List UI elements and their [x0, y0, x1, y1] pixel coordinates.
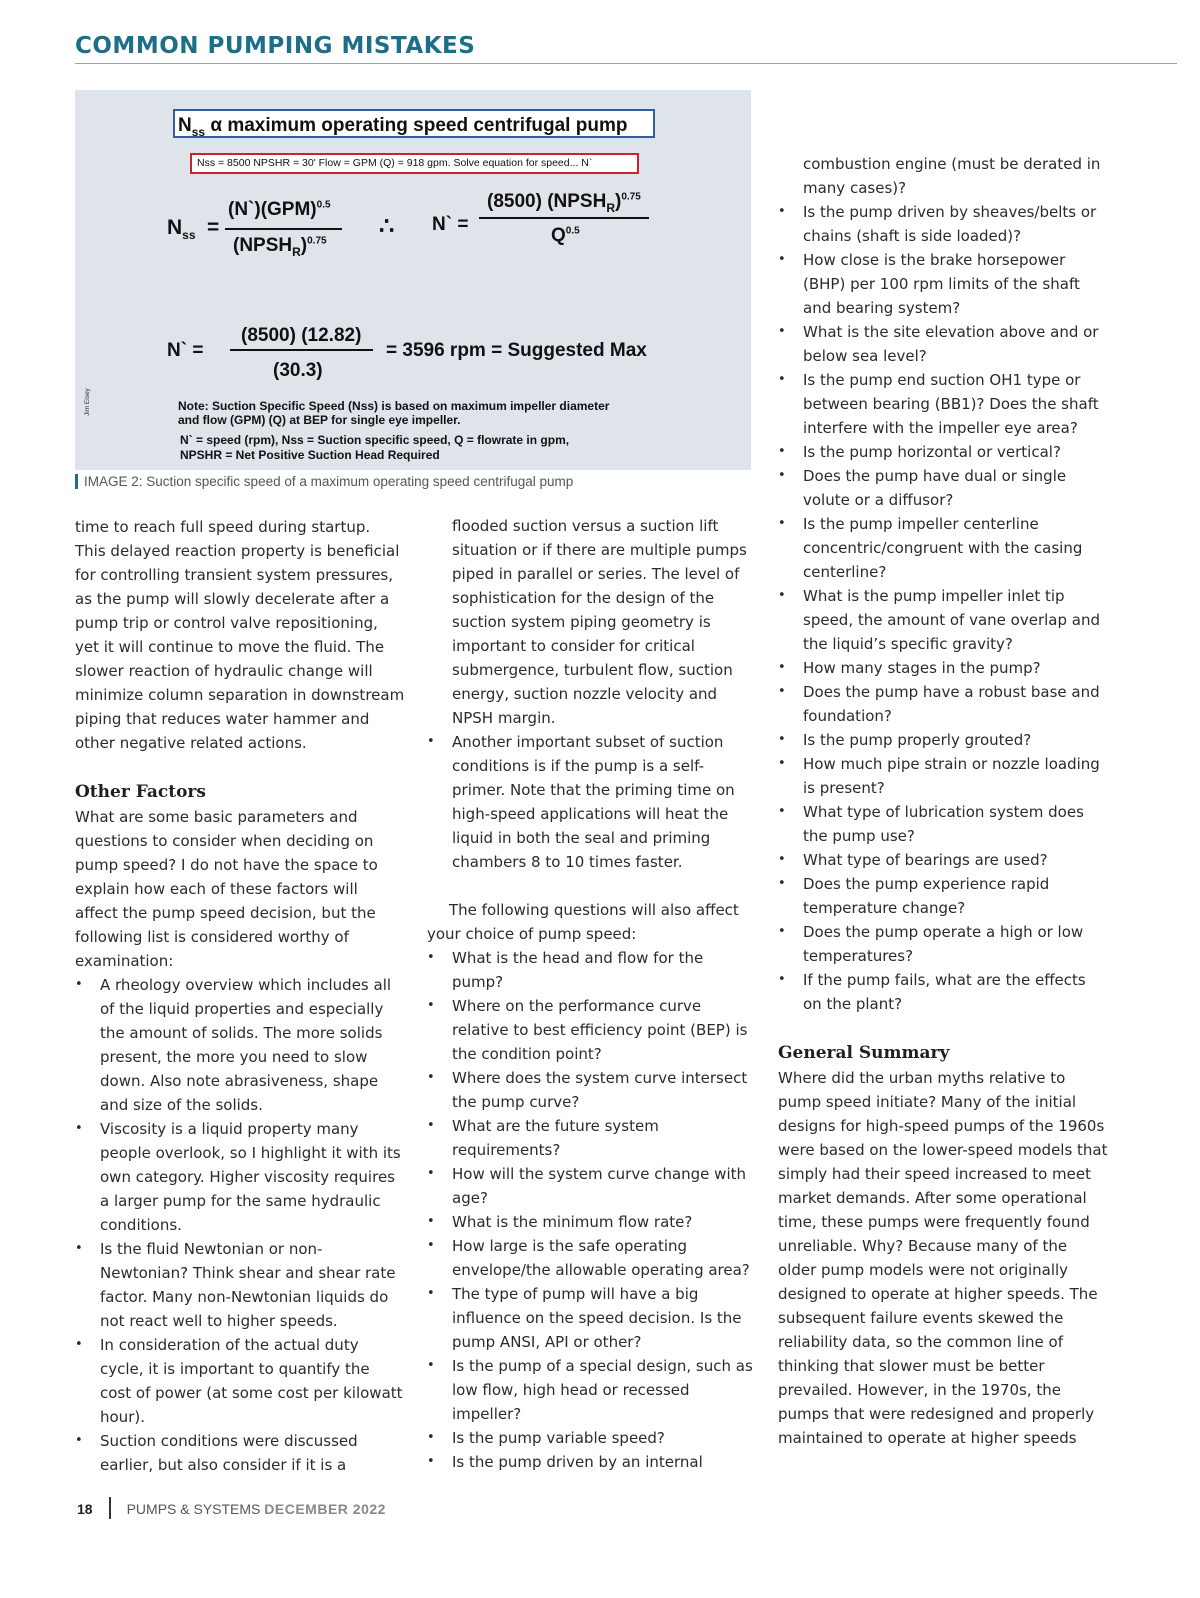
magazine-name: PUMPS & SYSTEMS [126, 1501, 261, 1517]
eq3-numerator: (8500) (12.82) [241, 325, 362, 346]
col3-bullet-list [778, 200, 1108, 1016]
page-footer [77, 1497, 386, 1519]
eq1-lhs: $N_{ss}$ [167, 216, 196, 243]
page-number: 18 [77, 1501, 93, 1517]
footer-divider [109, 1497, 111, 1519]
col2-bullet-list-a [427, 730, 757, 874]
col1-bullet-list [75, 973, 405, 1477]
equation-figure [75, 90, 751, 470]
figure-legend: N` = speed (rpm), Nss = Suction specific speed, Q = flowrate in gpm, NPSHR = Net Positive Suction Head Required [180, 433, 570, 462]
eq2-denominator: $Q^{0.5}$ [551, 225, 580, 246]
list-item: • Does the pump have a robust base and foundation? [778, 680, 1108, 728]
eq3-denominator: (30.3) [273, 360, 323, 381]
list-item: • Where on the performance curve relative to best efficiency point (BEP) is the condition point? [427, 994, 757, 1066]
therefore-symbol: ∴ [379, 213, 395, 240]
list-item: • Is the pump driven by an internal [427, 1450, 757, 1474]
list-item: • Where does the system curve intersect the pump curve? [427, 1066, 757, 1114]
list-item: • What are the future system requirements? [427, 1114, 757, 1162]
list-item: • Does the pump operate a high or low temperatures? [778, 920, 1108, 968]
eq3-fraction-line [230, 349, 373, 351]
col1-continuation: time to reach full speed during startup. This delayed reaction property is beneficial for controlling transient system pressures, as the pump will slowly decelerate after a pump trip or control valve repositioning, yet it will continue to move the fluid. The slower reaction of hydraulic change will minimize column separation in downstream piping that reduces water hammer and other negative related actions. [75, 518, 405, 752]
list-item: • Is the pump end suction OH1 type or between bearing (BB1)? Does the shaft interfere with the impeller eye area? [778, 368, 1108, 440]
list-item: • Viscosity is a liquid property many people overlook, so I highlight it with its own category. Higher viscosity requires a larger pump for the same hydraulic conditions. [75, 1117, 405, 1237]
list-item: • What is the pump impeller inlet tip speed, the amount of vane overlap and the liquid’s specific gravity? [778, 584, 1108, 656]
list-item: • Is the pump properly grouted? [778, 728, 1108, 752]
list-item: • Suction conditions were discussed earlier, but also consider if it is a [75, 1429, 405, 1477]
col2-bullet-list-b [427, 946, 757, 1474]
list-item: • Is the pump impeller centerline concentric/congruent with the casing centerline? [778, 512, 1108, 584]
column-1 [75, 515, 405, 1477]
eq3-lhs: N` = [167, 340, 204, 361]
col2-continuation: flooded suction versus a suction lift situation or if there are multiple pumps piped in parallel or series. The level of sophistication for the design of the suction system piping geometry is important to consider for critical submergence, turbulent flow, suction energy, suction nozzle velocity and NPSH margin. [452, 517, 747, 727]
header-rule [75, 63, 1177, 64]
list-item: • What type of bearings are used? [778, 848, 1108, 872]
list-item: • Does the pump have dual or single volute or a diffusor? [778, 464, 1108, 512]
issue-date: DECEMBER 2022 [264, 1501, 386, 1517]
given-values: Nss = 8500 NPSHR = 30' Flow = GPM (Q) = 918 gpm. Solve equation for speed... N` [190, 153, 639, 174]
list-item: • A rheology overview which includes all of the liquid properties and especially the amount of solids. The more solids present, the more you need to slow down. Also note abrasiveness, shape and size of the solids. [75, 973, 405, 1117]
list-item: • What type of lubrication system does the pump use? [778, 800, 1108, 848]
list-item: • What is the head and flow for the pump? [427, 946, 757, 994]
list-item: • Is the pump variable speed? [427, 1426, 757, 1450]
figure-note: Note: Suction Specific Speed (Nss) is based on maximum impeller diameter and flow (GPM) (Q) at BEP for single eye impeller. [178, 399, 610, 427]
col1-intro: What are some basic parameters and questions to consider when deciding on pump speed? I do not have the space to explain how each of these factors will affect the pump speed decision, but the following list is considered worthy of examination: [75, 808, 378, 970]
section-header: COMMON PUMPING MISTAKES [75, 33, 476, 59]
caption-bar [75, 474, 78, 489]
figure-title: $N_{ss}$ α maximum operating speed centrifugal pump [173, 109, 655, 138]
column-2 [427, 514, 757, 1474]
heading-general-summary: General Summary [778, 1043, 950, 1063]
list-item: • How many stages in the pump? [778, 656, 1108, 680]
eq1-denominator: $(NPSH_R)^{0.75}$ [233, 235, 327, 259]
list-item: • Another important subset of suction conditions is if the pump is a self-primer. Note that the priming time on high-speed applications will heat the liquid in both the seal and priming chambers 8 to 10 times faster. [427, 730, 757, 874]
list-item: • Is the pump horizontal or vertical? [778, 440, 1108, 464]
list-item: • How much pipe strain or nozzle loading is present? [778, 752, 1108, 800]
eq3-result: = 3596 rpm = Suggested Max [386, 340, 647, 361]
col2-intro: The following questions will also affect your choice of pump speed: [427, 901, 739, 943]
eq1-numerator: (N`)(GPM)$^{0.5}$ [228, 199, 331, 220]
photo-credit: Jim Elsey [84, 388, 91, 416]
list-item: • How large is the safe operating envelope/the allowable operating area? [427, 1234, 757, 1282]
list-item: • How close is the brake horsepower (BHP) per 100 rpm limits of the shaft and bearing system? [778, 248, 1108, 320]
list-item: • Is the fluid Newtonian or non-Newtonian? Think shear and shear rate factor. Many non-Newtonian liquids do not react well to higher speeds. [75, 1237, 405, 1333]
list-item: • In consideration of the actual duty cycle, it is important to quantify the cost of power (at some cost per kilowatt hour). [75, 1333, 405, 1429]
eq1-fraction-line [225, 228, 342, 230]
figure-caption: IMAGE 2: Suction specific speed of a maximum operating speed centrifugal pump [75, 474, 751, 489]
list-item: • How will the system curve change with age? [427, 1162, 757, 1210]
eq2-fraction-line [479, 217, 649, 219]
list-item: • What is the site elevation above and or below sea level? [778, 320, 1108, 368]
heading-other-factors: Other Factors [75, 782, 206, 802]
col3-summary: Where did the urban myths relative to pump speed initiate? Many of the initial designs for high-speed pumps of the 1960s were based on the lower-speed models that simply had their speed increased to meet market demands. After some operational time, these pumps were frequently found unreliable. Why? Because many of the older pump models were not originally designed to operate at higher speeds. The subsequent failure events skewed the reliability data, so the common line of thinking that slower must be better prevailed. However, in the 1970s, the pumps that were redesigned and properly maintained to operate at higher speeds [778, 1069, 1108, 1447]
eq2-numerator: (8500) $(NPSH_R)^{0.75}$ [487, 191, 641, 215]
list-item: • Is the pump driven by sheaves/belts or chains (shaft is side loaded)? [778, 200, 1108, 248]
col3-continuation: combustion engine (must be derated in many cases)? [803, 155, 1101, 197]
eq2-lhs: N` = [432, 214, 469, 235]
list-item: • If the pump fails, what are the effects on the plant? [778, 968, 1108, 1016]
eq1-equals: = [207, 216, 220, 239]
column-3 [778, 152, 1108, 1450]
list-item: • The type of pump will have a big influence on the speed decision. Is the pump ANSI, API or other? [427, 1282, 757, 1354]
list-item: • What is the minimum flow rate? [427, 1210, 757, 1234]
list-item: • Is the pump of a special design, such as low flow, high head or recessed impeller? [427, 1354, 757, 1426]
list-item: • Does the pump experience rapid temperature change? [778, 872, 1108, 920]
